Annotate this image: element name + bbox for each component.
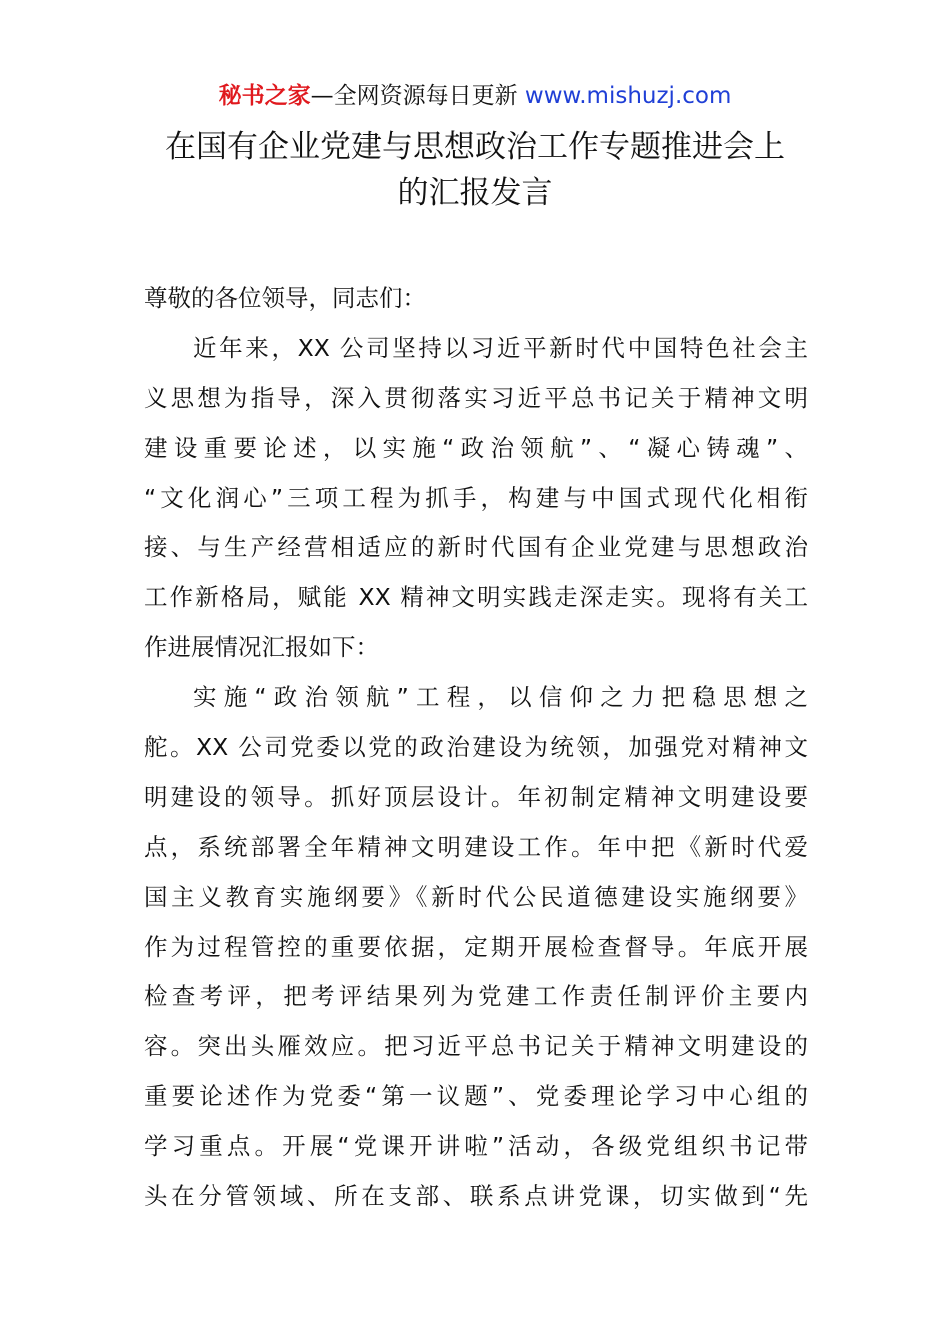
site-tagline: —全网资源每日更新 [310,83,525,109]
body-line: 作为过程管控的重要依据，定期开展检查督导。年底开展 [144,932,808,961]
body-line: 重要论述作为党委“第一议题”、党委理论学习中心组的 [144,1082,808,1111]
title-line-2: 的汇报发言 [397,175,553,211]
body-line: 实施“政治领航”工程，以信仰之力把稳思想之 [193,683,808,712]
body-line: 义思想为指导，深入贯彻落实习近平总书记关于精神文明 [144,383,808,412]
body-line: 作进展情况汇报如下： [144,633,379,662]
body-line: “文化润心”三项工程为抓手，构建与中国式现代化相衔 [144,483,808,512]
body-line: 明建设的领导。抓好顶层设计。年初制定精神文明建设要 [144,782,808,811]
body-line: 近年来，XX 公司坚持以习近平新时代中国特色社会主 [193,333,808,362]
body-line: 检查考评，把考评结果列为党建工作责任制评价主要内 [144,982,808,1011]
title-line-1: 在国有企业党建与思想政治工作专题推进会上 [165,129,785,165]
body-line: 舵。XX 公司党委以党的政治建设为统领，加强党对精神文 [144,733,808,762]
body-line: 头在分管领域、所在支部、联系点讲党课，切实做到“先 [144,1182,808,1211]
salutation: 尊敬的各位领导，同志们： [144,284,426,312]
site-brand: 秘书之家 [218,83,311,109]
document-title [0,124,950,216]
body-line: 工作新格局，赋能 XX 精神文明实践走深走实。现将有关工 [144,583,808,612]
site-header [0,80,950,112]
body-line: 建设重要论述，以实施“政治领航”、“凝心铸魂”、 [144,433,808,462]
body-line: 学习重点。开展“党课开讲啦”活动，各级党组织书记带 [144,1132,808,1161]
site-url-link[interactable]: www.mishuzj.com [524,83,732,109]
document-body [144,274,808,1222]
body-line: 点，系统部署全年精神文明建设工作。年中把《新时代爱 [144,832,808,861]
body-line: 国主义教育实施纲要》《新时代公民道德建设实施纲要》 [144,882,808,911]
body-line: 容。突出头雁效应。把习近平总书记关于精神文明建设的 [144,1032,808,1061]
body-line: 接、与生产经营相适应的新时代国有企业党建与思想政治 [144,533,808,562]
